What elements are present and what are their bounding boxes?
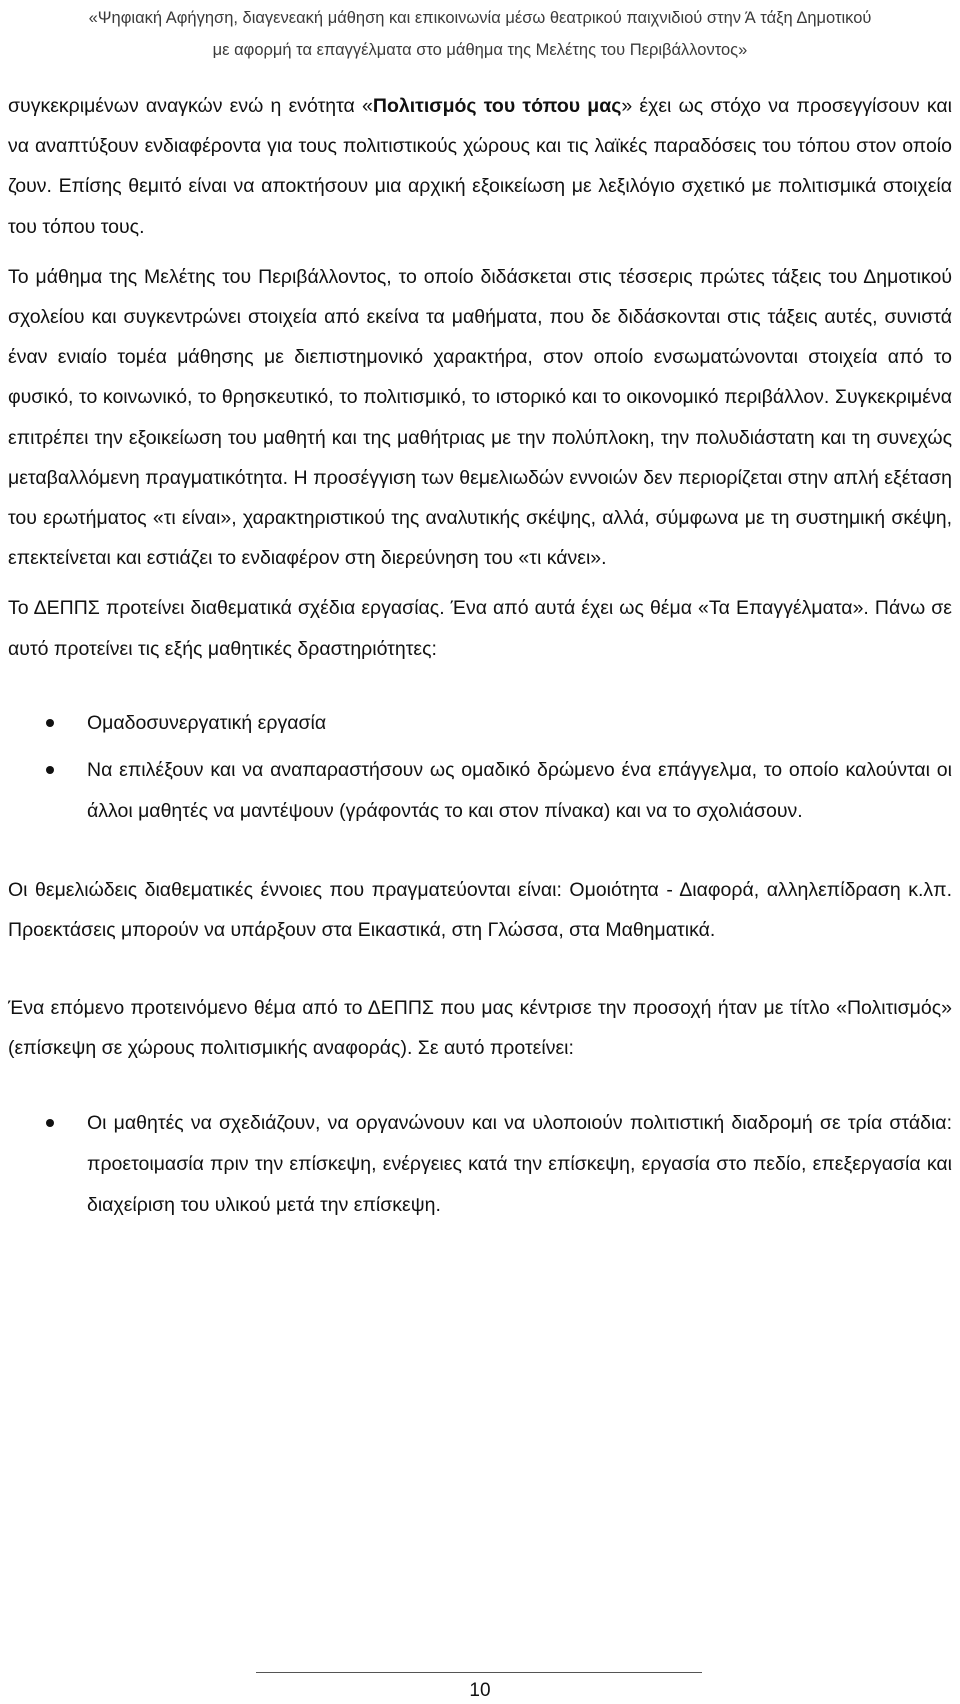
list-item <box>8 703 952 744</box>
activities-list <box>8 703 952 832</box>
bullet-icon <box>46 1119 54 1127</box>
header-line-1: «Ψηφιακή Αφήγηση, διαγενεακή μάθηση και επικοινωνία μέσω θεατρικού παιχνιδιού στην Ά τάξη Δημοτικού <box>88 9 872 27</box>
running-header <box>8 0 952 66</box>
header-line-2: με αφορμή τα επαγγέλματα στο μάθημα της Μελέτης του Περιβάλλοντος» <box>212 41 748 59</box>
page-body <box>8 86 952 1226</box>
page-number: 10 <box>469 1680 491 1701</box>
bullet-icon <box>46 719 54 727</box>
list-item-text: Ομαδοσυνεργατική εργασία <box>87 711 327 734</box>
cross-thematic-concepts-paragraph: Οι θεμελιώδεις διαθεματικές έννοιες που πραγματεύονται είναι: Ομοιότητα - Διαφορά, αλληλεπίδραση κ.λπ. Προεκτάσεις μπορούν να υπάρξουν στα Εικαστικά, στη Γλώσσα, στα Μαθηματικά. <box>8 878 952 942</box>
list-item <box>8 1103 952 1226</box>
list-item-text: Οι μαθητές να σχεδιάζουν, να οργανώνουν και να υλοποιούν πολιτιστική διαδρομή σε τρία στάδια: προετοιμασία πριν την επίσκεψη, ενέργειες κατά την επίσκεψη, εργασία στο πεδίο, επεξεργασία και διαχείριση του υλικού μετά την επίσκεψη. <box>87 1111 952 1216</box>
thematic-projects-paragraph: Το ΔΕΠΠΣ προτείνει διαθεματικά σχέδια εργασίας. Ένα από αυτά έχει ως θέμα «Τα Επαγγέλματα». Πάνω σε αυτό προτείνει τις εξής μαθητικές δραστηριότητες: <box>8 597 952 660</box>
footer-divider <box>256 1672 702 1673</box>
intro-text-start: συγκεκριμένων αναγκών ενώ η ενότητα « <box>8 95 373 117</box>
list-item-text: Να επιλέξουν και να αναπαραστήσουν ως ομαδικό δρώμενο ένα επάγγελμα, το οποίο καλούνται οι άλλοι μαθητές να μαντέψουν (γράφοντάς το και στον πίνακα) και να το σχολιάσουν. <box>87 758 952 822</box>
culture-activities-list <box>8 1103 952 1226</box>
intro-paragraph <box>8 86 952 247</box>
culture-theme-paragraph: Ένα επόμενο προτεινόμενο θέμα από το ΔΕΠΠΣ που μας κέντρισε την προσοχή ήταν με τίτλο «Πολιτισμός» (επίσκεψη σε χώρους πολιτισμικής αναφοράς). Σε αυτό προτείνει: <box>8 997 952 1060</box>
bullet-icon <box>46 766 54 774</box>
environment-studies-paragraph: Το μάθημα της Μελέτης του Περιβάλλοντος, το οποίο διδάσκεται στις τέσσερις πρώτες τάξεις του Δημοτικού σχολείου και συγκεντρώνει στοιχεία από εκείνα τα μαθήματα, που δε διδάσκονται στις τάξεις αυτές, συνιστά έναν ενιαίο τομέα μάθησης με διεπιστημονικό χαρακτήρα, στον οποίο ενσωματώνονται στοιχεία από το φυσικό, το κοινωνικό, το θρησκευτικό, το πολιτισμικό, το ιστορικό και το οικονομικό περιβάλλον. Συγκεκριμένα επιτρέπει την εξοικείωση του μαθητή και της μαθήτριας με την πολύπλοκη, την πολυδιάστατη και τη συνεχώς μεταβαλλόμενη πραγματικότητα. Η προσέγγιση των θεμελιωδών εννοιών δεν περιορίζεται στην απλή εξέταση του ερωτήματος «τι είναι», χαρακτηριστικού της αναλυτικής σκέψης, αλλά, σύμφωνα με τη συστημική σκέψη, επεκτείνεται και εστιάζει το ενδιαφέρον στη διερεύνηση του «τι κάνει». <box>8 265 952 570</box>
intro-bold-term: Πολιτισμός του τόπου μας <box>372 95 622 117</box>
intro-text-end: » έχει ως στόχο να προσεγγίσουν και να αναπτύξουν ενδιαφέροντα για τους πολιτιστικούς χώρους και τις λαϊκές παραδόσεις του τόπου στον οποίο ζουν. Επίσης θεμιτό είναι να αποκτήσουν μια αρχική εξοικείωση με λεξιλόγιο σχετικό με πολιτισμικά στοιχεία του τόπου τους. <box>8 95 952 238</box>
list-item <box>8 750 952 832</box>
